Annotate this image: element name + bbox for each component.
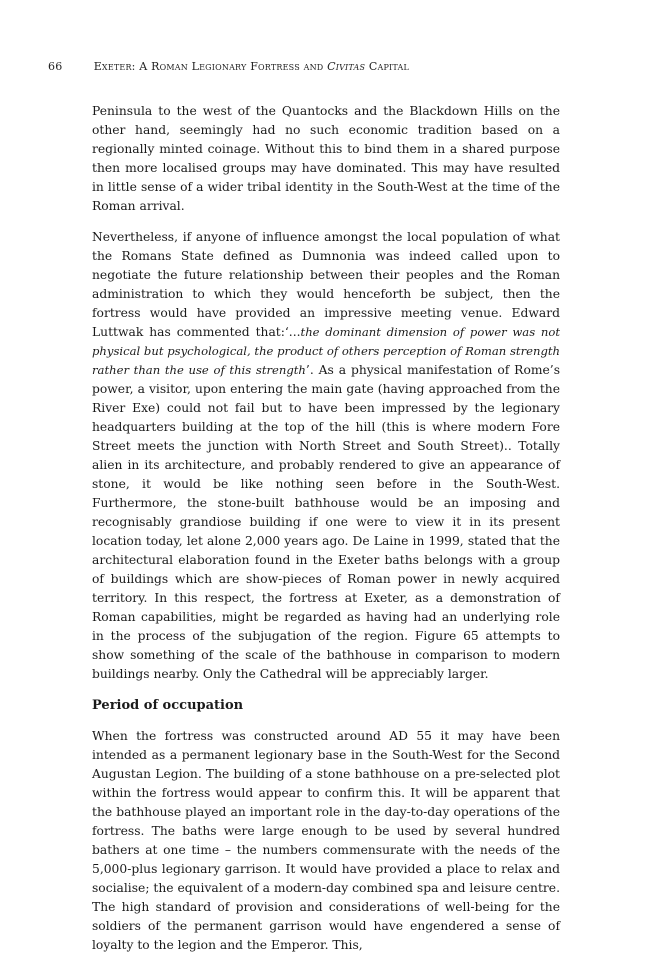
paragraph-2	[92, 228, 560, 684]
running-title-part2: Capital	[365, 60, 409, 73]
paragraph-2-text-a: Nevertheless, if anyone of influence amongst the local population of what the Romans State defined as Dumnonia was indeed called upon to negotiate the future relationship between their peoples and the Roman administration to which they would henceforth be subject, then the fortress would have provided an impressive meeting venue. Edward Luttwak has commented that:‘...	[92, 230, 560, 339]
paragraph-3: When the fortress was constructed around AD 55 it may have been intended as a permanent legionary base in the South-West for the Second Augustan Legion. The building of a stone bathhouse on a pre-selected plot within the fortress would appear to confirm this. It will be apparent that the bathhouse played an important role in the day-to-day operations of the fortress. The baths were large enough to be used by several hundred bathers at one time – the numbers commensurate with the needs of the 5,000-plus legionary garrison. It would have provided a place to relax and socialise; the equivalent of a modern-day combined spa and leisure centre. The high standard of provision and considerations of well-being for the soldiers of the permanent garrison would have engendered a sense of loyalty to the legion and the Emperor. This,	[92, 729, 560, 952]
luttwak-quote: the dominant dimension of power was not physical but psychological, the product of others perception of Roman strength rather than the use of this strength	[92, 325, 560, 377]
section-heading: Period of occupation	[92, 698, 244, 713]
running-title-italic: Civitas	[327, 60, 366, 73]
running-title-part1: Exeter: A Roman Legionary Fortress and	[93, 60, 328, 73]
running-header	[48, 60, 610, 73]
body-text	[92, 102, 560, 967]
paragraph-1: Peninsula to the west of the Quantocks and the Blackdown Hills on the other hand, seemingly had no such economic tradition based on a regionally minted coinage. Without this to bind them in a shared purpose then more localised groups may have dominated. This may have resulted in little sense of a wider tribal identity in the South-West at the time of the Roman arrival.	[92, 104, 560, 213]
page-number: 66	[48, 60, 63, 73]
paragraph-2-text-b: ’. As a physical manifestation of Rome’s power, a visitor, upon entering the main gate (having approached from the River Exe) could not fail but to have been impressed by the legionary headquarters building at the top of the hill (this is where modern Fore Street meets the junction with North Street and South Street).. Totally alien in its architecture, and probably rendered to give an appearance of stone, it would be like nothing seen before in the South-West. Furthermore, the stone-built bathhouse would be an imposing and recognisably grandiose building if one were to view it in its present location today, let alone 2,000 years ago. De Laine in 1999, stated that the architectural elaboration found in the Exeter baths belongs with a group of buildings which are show-pieces of Roman power in newly acquired territory. In this respect, the fortress at Exeter, as a demonstration of Roman capabilities, might be regarded as having had an underlying role in the process of the subjugation of the region. Figure 65 attempts to show something of the scale of the bathhouse in comparison to modern buildings nearby. Only the Cathedral will be appreciably larger.	[92, 363, 561, 681]
running-title	[94, 60, 409, 73]
